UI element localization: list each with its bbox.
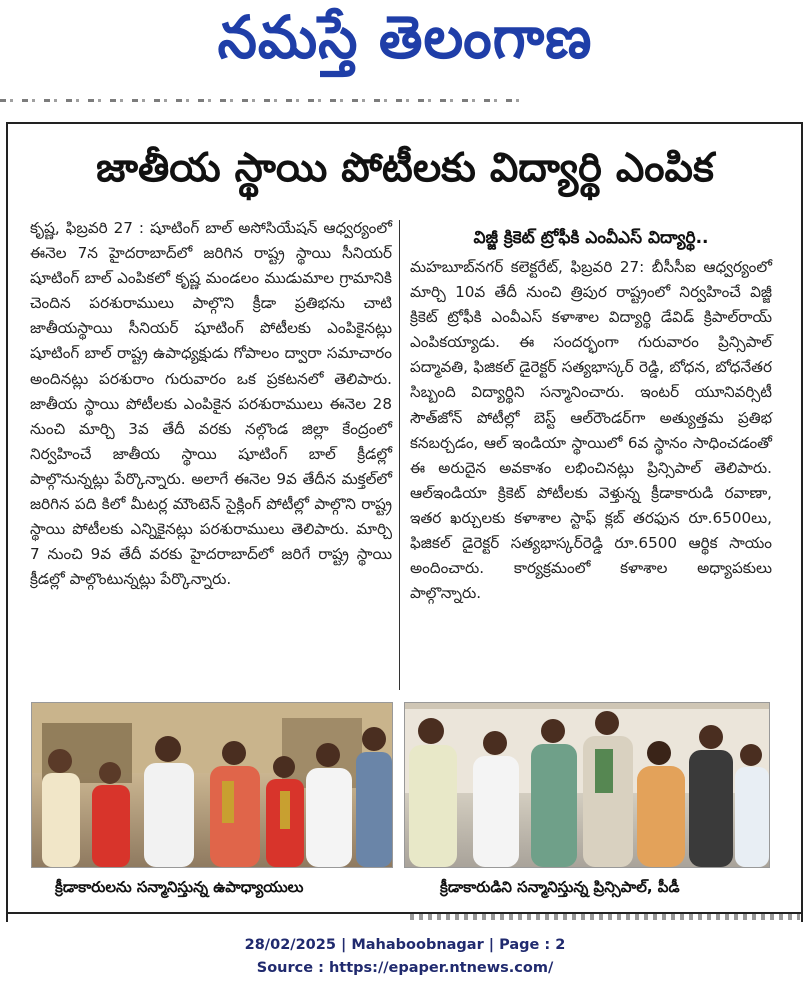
frame-top-rule [6, 122, 803, 124]
caption-left-photo: క్రీడాకారులను సన్మానిస్తున్న ఉపాధ్యాయులు [55, 878, 304, 896]
right-article-title: విజ్జీ క్రికెట్ ట్రోఫీకి ఎంవీఎస్ విద్యార్థి.. [473, 228, 709, 248]
footer-source-link[interactable]: Source : https://epaper.ntnews.com/ [256, 960, 554, 976]
frame-left-rule [6, 122, 8, 922]
right-article-body: మహబూబ్‌నగర్ కలెక్టరేట్, ఫిబ్రవరి 27: బీసీసీఐ ఆధ్వర్యంలో మార్చి 10వ తేదీ నుంచి త్రిపుర రాష్ట్రంలో నిర్వహించే విజ్జీ క్రికెట్ ట్రోఫీకి ఎంవీఎస్ కళాశాల విద్యార్థి డేవిడ్ క్రిపాల్‌రాయ్ ఎంపికయ్యాడు. ఈ సందర్భంగా గురువారం ప్రిన్సిపాల్ పద్మావతి, ఫిజికల్ డైరెక్టర్ సత్యభాస్కర్ రెడ్డి, బోధన, బోధనేతర సిబ్బంది విద్యార్థిని సన్మానించారు. ఇంటర్ యూనివర్సిటీ సౌత్‌జోన్ పోటీల్లో బెస్ట్ ఆల్‌రౌండర్‌గా అత్యుత్తమ ప్రతిభ కనబర్చడం, ఆల్ ఇండియా స్థాయిలో 6వ స్థానం సాధించడంతో ఈ అరుదైన అవకాశం లభించినట్లు ప్రిన్సిపాల్ తెలిపారు. ఆల్‌ఇండియా క్రికెట్ పోటీలకు వెళ్తున్న క్రీడాకారుడి రవాణా, ఇతర ఖర్చులకు కళాశాల స్టాఫ్ క్లబ్ తరఫున రూ.6500లు, ఫిజికల్ డైరెక్టర్ సత్యభాస్కర్‌రెడ్డి రూ.6500 ఆర్థిక సాయం అందించారు. కార్యక్రమంలో కళాశాల అధ్యాపకులు పాల్గొన్నారు. [410, 258, 772, 603]
dateline-text-faded [0, 99, 520, 102]
column-divider [399, 220, 400, 690]
left-article-body: కృష్ణ, ఫిబ్రవరి 27 : షూటింగ్ బాల్ అసోసియేషన్ ఆధ్వర్యంలో ఈనెల 7న హైదరాబాద్‌లో జరిగిన రాష్ట్ర స్థాయి సీనియర్ షూటింగ్ బాల్ ఎంపికలో కృష్ణ మండలం ముడుమాల గ్రామానికి చెందిన పరశురాములు పాల్గొని క్రీడా ప్రతిభను చాటి జాతీయస్థాయి సీనియర్ షూటింగ్ పోటీలకు ఎంపికైనట్లు షూటింగ్ బాల్ రాష్ట్ర ఉపాధ్యక్షుడు గోపాలం ద్వారా సమాచారం అందినట్లు పరశురాం గురువారం ఒక ప్రకటనలో తెలిపారు. జాతీయ స్థాయి పోటీలకు ఎంపికైన పరశురాములు ఈనెల 28 నుంచి మార్చి 3వ తేదీ వరకు నల్గొండ జిల్లా కేంద్రంలో నిర్వహించే జాతీయ స్థాయి షూటింగ్ బాల్ క్రీడల్లో పాల్గొనున్నట్లు పేర్కొన్నారు. అలాగే ఈనెల 9వ తేదీన మక్తల్‌లో జరిగిన పది కిలో మీటర్ల మౌంటెన్ సైక్లింగ్ పోటీల్లో పాల్గొని రాష్ట్ర స్థాయి పోటీలకు ఎన్నికైనట్లు పరశురాములు తెలిపారు. మార్చి 7 నుంచి 9వ తేదీ వరకు హైదరాబాద్‌లో జరిగే రాష్ట్ర స్థాయి క్రీడల్లో పాల్గొంటున్నట్లు పేర్కొన్నారు. [30, 219, 392, 589]
photo-student-felicitation [404, 702, 770, 868]
frame-right-rule [801, 122, 803, 922]
masthead [0, 0, 810, 90]
photo-illustration [405, 703, 769, 867]
footer-date-edition: 28/02/2025 | Mahaboobnagar | Page : 2 [244, 937, 566, 953]
caption-right-photo: క్రీడాకారుడిని సన్మానిస్తున్న ప్రిన్సిపాల్, పీడీ [440, 878, 680, 896]
newspaper-logo: నమస్తే తెలంగాణ [217, 3, 593, 72]
next-article-fragment [410, 914, 800, 920]
dateline-strip [0, 94, 810, 108]
photo-illustration [32, 703, 392, 867]
main-headline: జాతీయ స్థాయి పోటీలకు విద్యార్థి ఎంపిక [96, 145, 714, 191]
photo-athletes-felicitation [31, 702, 393, 868]
